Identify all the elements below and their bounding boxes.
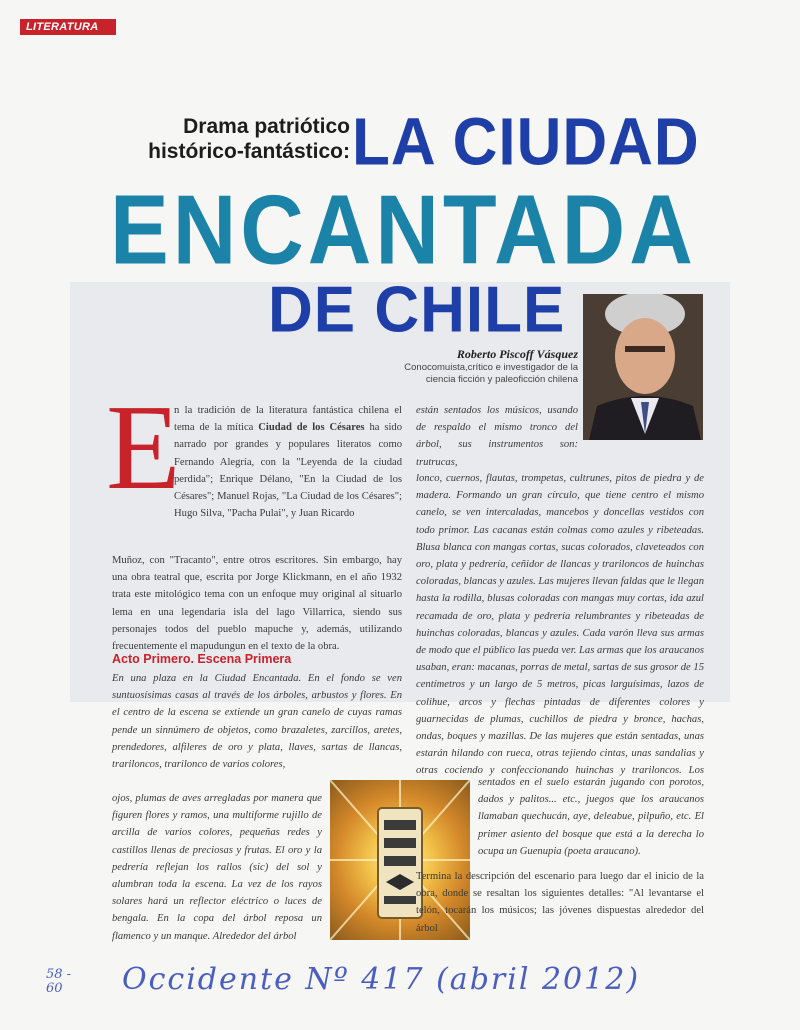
column-2-b: lonco, cuernos, flautas, trompetas, cultrunes, pitos de piedra y de madera. Formando un gran círculo, que tiene centro el mismo canelo, se ven intercaladas, mancebos y doncellas vestidos con todo primor. Las cacanas están colmas como azules y ribeteadas. Blusa blanca con mangas cortas, sucas colorados, claveteados con oro, plata y pedrería, ceñidor de llancas y trariloncos de huinchas coloradas, blancas y azules. Las mujeres llevan faldas que le llegan hasta la rodilla, blusas coloradas con mangas muy cortas, ida azul recamada de oro, plata y pedrería relumbrantes y ribeteadas de huinchas coloradas, blancas y azules. Cada varón lleva sus armas de modo que el público las pueda ver. Las armas que los araucanos usaban, eran: macanas, porras de metal, sartas de sus grosor de 15 centímetros y un largo de 5 metros, picas larguísimas, lazos de colihue, arcos y flechas pintadas de diferentes colores y guarnecidas de plumas, cuchillos de piedra y bronce, hachas, ondas, boques y mazillas. De las mujeres que están sentadas, unas estarán hilando con rueca, otras tejiendo cintas, unas sandalias y otras cociendo y confeccionando huinchas y trariloncos. Los [416,473,704,777]
act-text-2: ojos, plumas de aves arregladas por manera que figuren flores y ramos, una multiforme rujillo de arcilla de varios colores, pequeñas redes y castillos llenas de preciosas y frutas. El oro y la pedrería reflejan los rallos (sic) del sol y alumbran toda la escena. La vez de los rayos solares hará un reflector eléctrico o luces de bengala. En la copa del árbol reposa un flamenco y un manque. Alrededor del árbol [112,793,322,942]
kicker-line-2: histórico-fantástico: [148,140,350,163]
title-line-2: ENCANTADA [110,173,697,285]
drop-cap: E [106,380,181,515]
column-2-lower [478,774,704,860]
column-2-top [416,402,578,471]
kicker [118,114,350,164]
author-name: Roberto Piscoff Vásquez [456,347,578,361]
paragraph-2: Muñoz, con "Tracanto", entre otros escritores. Sin embargo, hay una obra teatral que, escrita por Jorge Klickmann, en el año 1932 trata este mitológico tema con un enfoque muy original al situarlo lema en una legendaria isla del lago Villarrica, siendo sus personajes todos del pueblo mapuche y, además, utilizando frecuentemente el mapudungun en el texto de la obra. [112,555,402,653]
act-text-block-2 [112,790,322,945]
page-number-2: 60 [46,981,63,996]
page-numbers [46,968,71,996]
column-2-c: sentados en el suelo estarán jugando con porotos, dados y palitos... etc., juegos que los araucanos llamaban quechucán, aye, deleabue, pilpuño, etc. El primer asiento del bosque que está a la derecha lo ocupa un Guenupia (poeta araucano). [478,777,704,857]
handwritten-note: Occidente Nº 417 (abril 2012) [122,962,641,997]
intro-strong: Ciudad de los Césares [258,422,365,434]
section-tag: LITERATURA [20,19,116,35]
title-line-1: LA CIUDAD [352,105,700,180]
column-2-bottom [416,868,704,937]
intro-text: n la tradición de la literatura fantástica chilena el tema de la mítica [174,405,402,434]
author-role-line-2: ciencia ficción y paleoficción chilena [425,374,578,385]
author-role-line-1: Conocomuista,crítico e investigador de la [404,362,578,373]
page-number-1: 58 - [46,967,72,982]
column-2-a: están sentados los músicos, usando de respaldo el mismo tronco del árbol, sus instrumentos son: trutrucas, [416,405,578,468]
column-1-paragraph-2 [112,552,402,655]
column-1-intro [112,402,402,522]
column-2-main [416,470,704,797]
kicker-line-1: Drama patriótico [183,115,350,138]
act-heading: Acto Primero. Escena Primera [112,652,292,666]
byline [360,347,578,386]
act-text-block [112,670,402,773]
intro-continued: ha sido narrado por grandes y populares literatos como Fernando Alegría, con la "Leyenda de la ciudad perdida"; Enrique Délano, "En la Ciudad de los Césares"; Manuel Rojas, "La Ciudad de los Césares"; Hugo Silva, "Pacha Pulai", y Juan Ricardo [174,422,402,520]
act-text: En una plaza en la Ciudad Encantada. En el fondo se ven suntuosísimas casas al través de los árboles, arbustos y flores. En el centro de la escena se extiende un gran canelo de cuyas ramas pende un sinnúmero de objetos, como brazaletes, zarcillos, aretes, prendedores, alfileres de oro y plata, llaves, sartas de llancas, trariloncos, trarilonco de varios colores, [112,673,402,771]
title-line-3: DE CHILE [268,274,566,347]
column-2-d: Termina la descripción del escenario para luego dar el inicio de la obra, donde se resaltan los siguientes detalles: "Al levantarse el telón, tocarán los músicos; las jóvenes dispuestas alrededor del árbol [416,871,704,934]
author-photo [583,294,703,440]
